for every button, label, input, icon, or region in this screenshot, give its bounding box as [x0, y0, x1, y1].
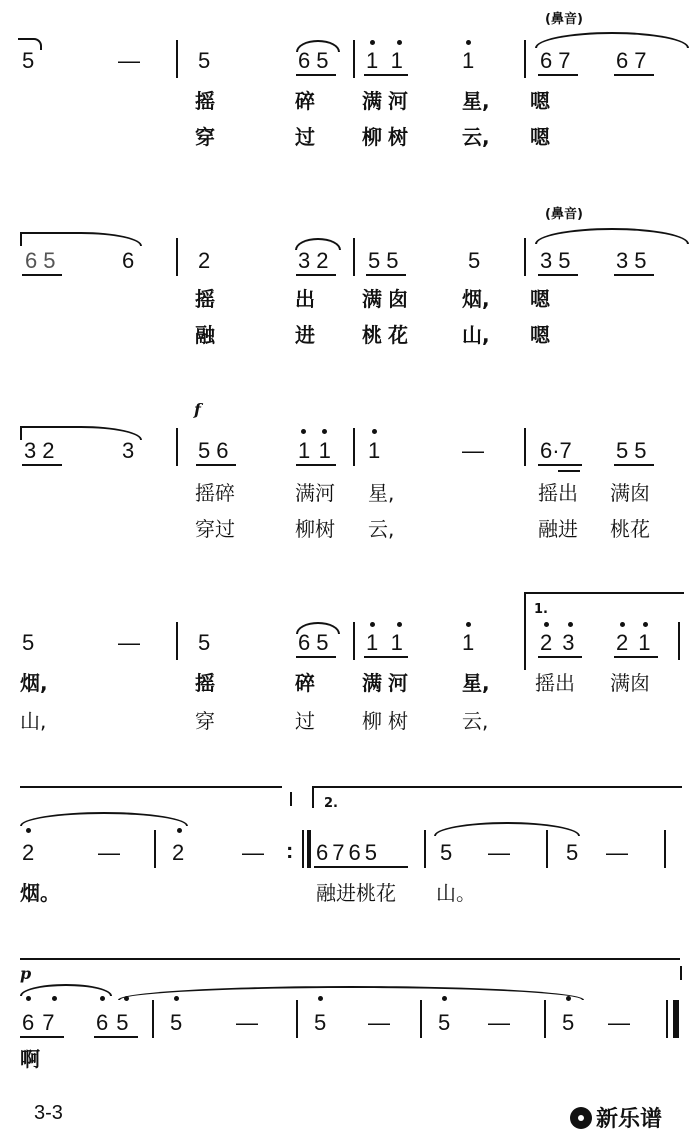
note: 32: [298, 248, 335, 273]
beam: [538, 656, 582, 658]
barline: [176, 238, 178, 276]
beam: [22, 274, 62, 276]
beam: [296, 74, 336, 76]
barline: [353, 428, 355, 466]
dynamic-forte: f: [194, 400, 201, 419]
lyric: 柳树: [362, 125, 414, 149]
slur: [20, 984, 112, 996]
note: 5: [314, 1010, 327, 1035]
beam: [364, 656, 408, 658]
high-dot: [442, 996, 447, 1001]
beam: [614, 274, 654, 276]
lyric: 柳树: [295, 517, 335, 541]
beam: [296, 656, 336, 658]
note: 65: [298, 630, 335, 655]
barline: [664, 830, 666, 868]
lyric: 满囱: [610, 481, 650, 505]
barline: [420, 1000, 422, 1038]
volta-bracket: [524, 592, 684, 594]
record-icon: [570, 1107, 592, 1129]
lyric: 云,: [462, 125, 490, 149]
lyric: 摇出: [535, 671, 575, 695]
lyric: 满囱: [610, 671, 650, 695]
lyric: 进: [295, 323, 315, 347]
note: 6·7: [540, 438, 572, 463]
lyric: 穿过: [195, 517, 235, 541]
note: 23: [540, 630, 585, 655]
high-dot: [370, 622, 375, 627]
lyric: 嗯: [530, 323, 550, 347]
beam: [614, 74, 654, 76]
high-dot: [100, 996, 105, 1001]
note: 5: [566, 840, 579, 865]
volta-2-bracket: [312, 786, 682, 788]
note: 1: [462, 48, 475, 73]
repeat-sign: :: [286, 838, 294, 863]
beam: [296, 464, 336, 466]
lyric: 山。: [436, 881, 476, 905]
barline: [524, 238, 526, 276]
dash: —: [488, 1010, 510, 1035]
note: 67: [540, 48, 577, 73]
note: 5: [22, 630, 35, 655]
note: 67: [616, 48, 653, 73]
beam: [314, 866, 408, 868]
lyric: 星,: [368, 481, 395, 505]
high-dot: [301, 429, 306, 434]
high-dot: [318, 996, 323, 1001]
lyric: 融: [195, 323, 215, 347]
lyric: 满囱: [362, 287, 414, 311]
barline: [154, 830, 156, 868]
lyric: 烟。: [20, 881, 60, 905]
note: 2: [22, 840, 35, 865]
beam: [538, 464, 582, 466]
high-dot: [174, 996, 179, 1001]
barline: [176, 622, 178, 660]
beam: [364, 74, 408, 76]
note: 2: [198, 248, 211, 273]
note: 35: [540, 248, 577, 273]
page-number: 3-3: [34, 1102, 63, 1124]
lyric: 融进桃花: [316, 881, 396, 905]
note: 1: [462, 630, 475, 655]
volta-bracket-left: [524, 592, 526, 670]
dash: —: [118, 630, 140, 655]
dash: —: [118, 48, 140, 73]
volta-2-end: [680, 966, 682, 980]
brand-name: 新乐谱: [596, 1107, 663, 1132]
note: 35: [616, 248, 653, 273]
slur: [535, 32, 689, 48]
high-dot: [566, 996, 571, 1001]
repeat-barline: [302, 830, 304, 868]
volta-1-label: 1.: [534, 602, 548, 617]
lyric: 出: [295, 287, 315, 311]
final-barline-thick: [673, 1000, 679, 1038]
note: 5: [468, 248, 481, 273]
lyric: 摇碎: [195, 481, 235, 505]
beam: [366, 274, 406, 276]
note: 56: [198, 438, 235, 463]
barline: [524, 428, 526, 466]
volta-2-continue: [20, 958, 680, 960]
lyric: 桃花: [610, 517, 650, 541]
note: 11: [366, 630, 417, 655]
high-dot: [26, 828, 31, 833]
lyric: 过: [295, 709, 315, 733]
lyric: 山,: [462, 323, 490, 347]
barline: [544, 1000, 546, 1038]
beam: [538, 274, 578, 276]
lyric: 星,: [462, 671, 490, 695]
note: 5: [198, 630, 211, 655]
note: 65: [96, 1010, 137, 1035]
lyric: 云,: [368, 517, 395, 541]
note: 55: [368, 248, 405, 273]
high-dot: [322, 429, 327, 434]
high-dot: [397, 40, 402, 45]
note: 1: [368, 438, 381, 463]
dash: —: [236, 1010, 258, 1035]
lyric: 嗯: [530, 287, 550, 311]
lyric: 星,: [462, 89, 490, 113]
barline: [353, 238, 355, 276]
slur: [535, 228, 689, 244]
beam: [296, 274, 336, 276]
high-dot: [124, 996, 129, 1001]
note: 5: [440, 840, 453, 865]
barline: [176, 428, 178, 466]
tie: [118, 986, 584, 1000]
lyric: 碎: [295, 671, 315, 695]
dash: —: [608, 1010, 630, 1035]
lyric: 云,: [462, 709, 489, 733]
dash: —: [242, 840, 264, 865]
barline: [152, 1000, 154, 1038]
note: 67: [22, 1010, 63, 1035]
high-dot: [177, 828, 182, 833]
barline: [678, 622, 680, 660]
note: 11: [366, 48, 417, 73]
note: 21: [616, 630, 661, 655]
beam: [20, 1036, 64, 1038]
lyric: 满河: [295, 481, 335, 505]
note: 5: [198, 48, 211, 73]
barline: [353, 622, 355, 660]
note: 2: [172, 840, 185, 865]
high-dot: [466, 40, 471, 45]
note: 6: [122, 248, 135, 273]
lyric: 穿: [195, 125, 215, 149]
beam: [22, 464, 62, 466]
lyric: 满河: [362, 671, 414, 695]
note: 5: [562, 1010, 575, 1035]
repeat-barline-thick: [307, 830, 311, 868]
note: 65: [298, 48, 335, 73]
lyric: 摇: [195, 287, 215, 311]
lyric: 柳树: [362, 709, 414, 733]
high-dot: [643, 622, 648, 627]
high-dot: [26, 996, 31, 1001]
lyric: 摇出: [538, 481, 578, 505]
volta-1-continue: [20, 786, 282, 788]
beam: [558, 470, 580, 472]
nasal-label: (鼻音): [545, 207, 583, 222]
lyric: 穿: [195, 709, 215, 733]
lyric: 过: [295, 125, 315, 149]
note: 55: [616, 438, 653, 463]
high-dot: [466, 622, 471, 627]
barline: [176, 40, 178, 78]
high-dot: [568, 622, 573, 627]
barline: [524, 40, 526, 78]
note: 32: [24, 438, 61, 463]
note: 11: [298, 438, 341, 463]
note: 5: [22, 48, 35, 73]
lyric: 摇: [195, 671, 215, 695]
high-dot: [397, 622, 402, 627]
lyric: 满河: [362, 89, 414, 113]
lyric: 摇: [195, 89, 215, 113]
high-dot: [52, 996, 57, 1001]
dash: —: [368, 1010, 390, 1035]
lyric: 山,: [20, 709, 47, 733]
dash: —: [462, 438, 484, 463]
note: 5: [170, 1010, 183, 1035]
nasal-label: (鼻音): [545, 12, 583, 27]
lyric: 桃花: [362, 323, 414, 347]
note: 65: [25, 248, 62, 273]
high-dot: [372, 429, 377, 434]
note: 5: [438, 1010, 451, 1035]
barline: [296, 1000, 298, 1038]
final-barline-thin: [666, 1000, 668, 1038]
dash: —: [98, 840, 120, 865]
barline: [424, 830, 426, 868]
dynamic-piano: p: [20, 964, 32, 983]
brand-logo: [570, 1102, 662, 1133]
note: 3: [122, 438, 135, 463]
beam: [614, 656, 658, 658]
high-dot: [620, 622, 625, 627]
volta-2-bracket-left: [312, 786, 314, 808]
tie-continue: [20, 232, 142, 246]
high-dot: [370, 40, 375, 45]
beam: [538, 74, 578, 76]
beam: [614, 464, 654, 466]
lyric: 烟,: [462, 287, 490, 311]
high-dot: [544, 622, 549, 627]
tie: [434, 822, 580, 836]
barline: [546, 830, 548, 868]
lyric: 碎: [295, 89, 315, 113]
lyric: 嗯: [530, 125, 550, 149]
volta-2-label: 2.: [324, 796, 338, 811]
barline: [353, 40, 355, 78]
tie: [20, 812, 188, 826]
lyric: 融进: [538, 517, 578, 541]
barline: [290, 792, 292, 806]
lyric: 嗯: [530, 89, 550, 113]
dash: —: [606, 840, 628, 865]
dash: —: [488, 840, 510, 865]
beam: [94, 1036, 138, 1038]
beam: [196, 464, 236, 466]
lyric: 烟,: [20, 671, 48, 695]
lyric: 啊: [20, 1047, 40, 1071]
note: 6765: [316, 840, 381, 865]
